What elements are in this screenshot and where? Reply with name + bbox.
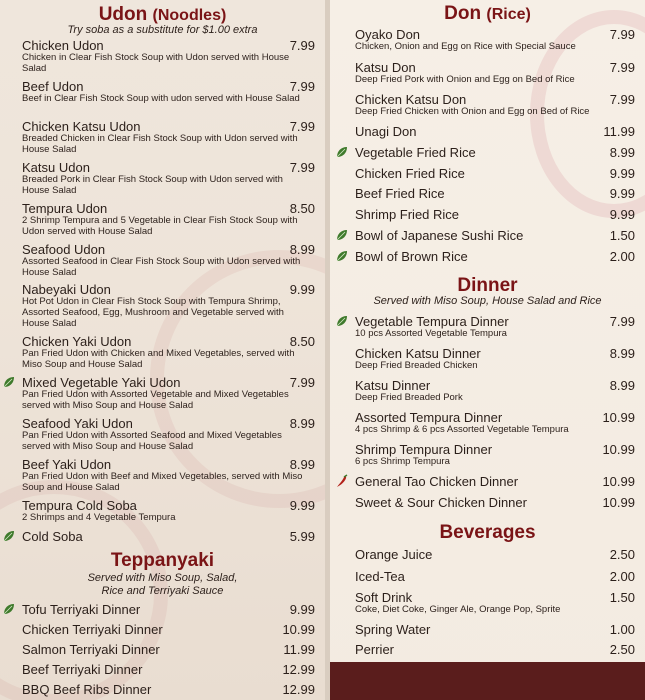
item-price: 2.00: [609, 249, 635, 264]
menu-item-row: [22, 334, 315, 349]
item-description: 10 pcs Assorted Vegetable Tempura: [355, 328, 507, 339]
menu-item: [355, 249, 635, 264]
item-name: Chicken Fried Rice: [355, 166, 465, 181]
menu-item-row: [355, 249, 635, 264]
item-name: Shrimp Fried Rice: [355, 207, 460, 222]
item-price: 2.50: [609, 642, 635, 657]
menu-item-row: [355, 547, 635, 562]
item-price: 7.99: [289, 160, 315, 175]
dinner-title: [330, 275, 645, 297]
menu-item-row: [22, 602, 315, 617]
menu-item: [22, 119, 315, 156]
menu-item-row: [355, 474, 635, 489]
item-price: 11.99: [603, 124, 635, 139]
item-price: 9.99: [609, 186, 635, 201]
item-description: Pan Fried Udon with Beef and Mixed Vegetables, served with Miso Soup and House Salad: [22, 471, 303, 493]
item-price: 12.99: [282, 682, 315, 697]
item-price: 8.50: [289, 201, 315, 216]
menu-item: [22, 529, 315, 544]
menu-item-row: [355, 378, 635, 393]
item-name: Mixed Vegetable Yaki Udon: [22, 375, 181, 390]
item-price: 7.99: [289, 375, 315, 390]
menu-item: [355, 228, 635, 243]
item-price: 1.00: [609, 622, 635, 637]
menu-item-row: [22, 119, 315, 134]
menu-item: [22, 160, 315, 197]
item-price: 8.99: [609, 378, 635, 393]
item-name: Perrier: [355, 642, 395, 657]
menu-item-row: [355, 410, 635, 425]
beverages-title: [330, 522, 645, 544]
chili-icon: [335, 474, 349, 488]
menu-item: [355, 378, 635, 404]
item-description: Breaded Chicken in Clear Fish Stock Soup with Udon served with House Salad: [22, 133, 298, 155]
leaf-icon: [336, 146, 348, 158]
item-price: 10.99: [602, 442, 635, 457]
item-name: Unagi Don: [355, 124, 417, 139]
item-name: Beef Terriyaki Dinner: [22, 662, 143, 677]
menu-item: [355, 442, 635, 468]
item-name: Tempura Udon: [22, 201, 108, 216]
item-name: Tofu Terriyaki Dinner: [22, 602, 141, 617]
item-name: Shrimp Tempura Dinner: [355, 442, 493, 457]
item-price: 9.99: [289, 602, 315, 617]
item-name: Salmon Terriyaki Dinner: [22, 642, 160, 657]
item-name: Seafood Yaki Udon: [22, 416, 133, 431]
leaf-icon: [336, 315, 348, 327]
menu-item-row: [355, 622, 635, 637]
menu-item: [355, 145, 635, 160]
item-price: 8.99: [609, 346, 635, 361]
don-title: [330, 3, 645, 26]
item-price: 11.99: [283, 642, 315, 657]
item-price: 2.00: [609, 569, 635, 584]
teppanyaki-note-line1: Served with Miso Soup, Salad,: [87, 572, 238, 584]
don-title-sub: (Rice): [486, 6, 531, 23]
item-price: 1.50: [609, 228, 635, 243]
item-price: 7.99: [609, 314, 635, 329]
menu-item-row: [355, 228, 635, 243]
menu-item-row: [22, 416, 315, 431]
leaf-icon: [336, 229, 348, 241]
menu-item-row: [355, 346, 635, 361]
menu-item: [355, 547, 635, 562]
item-price: 7.99: [289, 119, 315, 134]
menu-item-row: [355, 569, 635, 584]
item-name: Sweet & Sour Chicken Dinner: [355, 495, 527, 510]
item-price: 8.99: [289, 457, 315, 472]
item-description: 2 Shrimp Tempura and 5 Vegetable in Clear Fish Stock Soup with Udon served with House Salad: [22, 215, 298, 237]
menu-item-row: [355, 590, 635, 605]
menu-item: [22, 79, 315, 105]
menu-item-row: [355, 145, 635, 160]
item-price: 7.99: [609, 27, 635, 42]
menu-item: [355, 27, 635, 53]
item-name: Chicken Terriyaki Dinner: [22, 622, 163, 637]
teppanyaki-title: [0, 550, 325, 572]
item-description: Deep Fried Pork with Onion and Egg on Bed of Rice: [355, 74, 575, 85]
leaf-icon: [3, 530, 15, 542]
menu-item: [22, 201, 315, 238]
dinner-note: Served with Miso Soup, House Salad and Rice: [373, 295, 602, 307]
item-price: 9.99: [289, 498, 315, 513]
item-price: 8.99: [609, 145, 635, 160]
item-price: 8.99: [289, 416, 315, 431]
item-name: Katsu Dinner: [355, 378, 431, 393]
item-price: 9.99: [289, 282, 315, 297]
item-description: Deep Fried Chicken with Onion and Egg on Bed of Rice: [355, 106, 590, 117]
item-name: Nabeyaki Udon: [22, 282, 111, 297]
menu-item: [355, 622, 635, 637]
item-description: Deep Fried Breaded Pork: [355, 392, 463, 403]
item-name: Oyako Don: [355, 27, 421, 42]
menu-item: [355, 590, 635, 616]
menu-item-row: [355, 27, 635, 42]
menu-item-row: [355, 495, 635, 510]
right-column: [330, 0, 645, 700]
item-name: Cold Soba: [22, 529, 83, 544]
menu-item-row: [22, 642, 315, 657]
menu-item: [355, 642, 635, 657]
item-price: 2.50: [609, 547, 635, 562]
menu-item-row: [355, 186, 635, 201]
item-name: Chicken Udon: [22, 38, 104, 53]
menu-item: [355, 166, 635, 181]
dinner-title-text: Dinner: [457, 275, 518, 296]
menu-item: [22, 457, 315, 494]
item-price: 7.99: [609, 92, 635, 107]
item-price: 12.99: [282, 662, 315, 677]
menu-item: [355, 207, 635, 222]
menu-item-row: [22, 242, 315, 257]
item-name: General Tao Chicken Dinner: [355, 474, 519, 489]
menu-item-row: [22, 375, 315, 390]
menu-item-row: [22, 529, 315, 544]
item-description: Pan Fried Udon with Assorted Seafood and Mixed Vegetables served with Miso Soup and House Salad: [22, 430, 282, 452]
item-description: Breaded Pork in Clear Fish Stock Soup with Udon served with House Salad: [22, 174, 283, 196]
menu-item-row: [355, 166, 635, 181]
item-price: 7.99: [289, 79, 315, 94]
menu-item-row: [355, 642, 635, 657]
menu-item-row: [355, 314, 635, 329]
teppanyaki-note-line2: Rice and Terriyaki Sauce: [101, 585, 224, 597]
item-name: Beef Fried Rice: [355, 186, 445, 201]
item-price: 5.99: [289, 529, 315, 544]
item-price: 8.99: [289, 242, 315, 257]
menu-item: [22, 662, 315, 677]
menu-item-row: [22, 682, 315, 697]
menu-item-row: [355, 124, 635, 139]
item-description: Hot Pot Udon in Clear Fish Stock Soup with Tempura Shrimp, Assorted Seafood, Egg, Mushroom and Vegetable served with House Salad: [22, 296, 284, 329]
udon-title-text: Udon: [98, 4, 148, 25]
item-name: Bowl of Brown Rice: [355, 249, 468, 264]
item-price: 10.99: [602, 410, 635, 425]
menu-item-row: [22, 662, 315, 677]
leaf-icon: [3, 603, 15, 615]
menu-item: [22, 282, 315, 329]
item-description: Coke, Diet Coke, Ginger Ale, Orange Pop, Sprite: [355, 604, 561, 615]
item-name: Katsu Don: [355, 60, 416, 75]
don-title-text: Don: [444, 3, 482, 24]
item-name: Bowl of Japanese Sushi Rice: [355, 228, 524, 243]
beverages-title-text: Beverages: [439, 522, 536, 543]
item-price: 1.50: [609, 590, 635, 605]
item-name: Katsu Udon: [22, 160, 90, 175]
item-price: 8.50: [289, 334, 315, 349]
item-description: Assorted Seafood in Clear Fish Stock Soup with Udon served with House Salad: [22, 256, 301, 278]
menu-item: [22, 375, 315, 412]
item-price: 9.99: [609, 207, 635, 222]
menu-item-row: [355, 442, 635, 457]
menu-item: [22, 682, 315, 697]
item-name: Orange Juice: [355, 547, 433, 562]
menu-item-row: [355, 92, 635, 107]
udon-note: Try soba as a substitute for $1.00 extra: [67, 24, 258, 36]
menu-item-row: [22, 622, 315, 637]
item-description: Pan Fried Udon with Chicken and Mixed Vegetables, served with Miso Soup and House Salad: [22, 348, 295, 370]
item-name: Chicken Katsu Don: [355, 92, 467, 107]
menu-item-row: [22, 201, 315, 216]
item-price: 9.99: [609, 166, 635, 181]
menu-item-row: [22, 38, 315, 53]
item-name: Chicken Katsu Udon: [22, 119, 141, 134]
menu-item: [355, 569, 635, 584]
item-name: Vegetable Tempura Dinner: [355, 314, 509, 329]
item-name: Vegetable Fried Rice: [355, 145, 476, 160]
menu-item-row: [22, 457, 315, 472]
menu-item: [22, 622, 315, 637]
teppanyaki-title-text: Teppanyaki: [110, 550, 215, 571]
item-price: 7.99: [289, 38, 315, 53]
menu-item-row: [22, 498, 315, 513]
menu-item: [355, 60, 635, 86]
item-name: Beef Udon: [22, 79, 84, 94]
udon-title-sub: (Noodles): [152, 7, 227, 24]
item-name: Seafood Udon: [22, 242, 106, 257]
menu-item: [355, 495, 635, 510]
item-price: 10.99: [282, 622, 315, 637]
item-description: Chicken, Onion and Egg on Rice with Special Sauce: [355, 41, 576, 52]
item-price: 10.99: [602, 474, 635, 489]
item-name: Tempura Cold Soba: [22, 498, 137, 513]
menu-item-row: [22, 282, 315, 297]
item-description: 4 pcs Shrimp & 6 pcs Assorted Vegetable Tempura: [355, 424, 569, 435]
menu-item-row: [22, 79, 315, 94]
item-description: Pan Fried Udon with Assorted Vegetable and Mixed Vegetables served with Miso Soup and House Salad: [22, 389, 289, 411]
item-description: Deep Fried Breaded Chicken: [355, 360, 478, 371]
menu-item: [355, 410, 635, 436]
menu-item: [22, 416, 315, 453]
item-name: Chicken Yaki Udon: [22, 334, 132, 349]
item-description: 6 pcs Shrimp Tempura: [355, 456, 450, 467]
item-description: Chicken in Clear Fish Stock Soup with Udon served with House Salad: [22, 52, 290, 74]
menu-item-row: [355, 60, 635, 75]
menu-item: [355, 186, 635, 201]
menu-item: [22, 242, 315, 279]
item-description: 2 Shrimps and 4 Vegetable Tempura: [22, 512, 176, 523]
menu-item: [355, 92, 635, 118]
menu-item: [22, 498, 315, 524]
item-name: Spring Water: [355, 622, 431, 637]
menu-item-row: [22, 160, 315, 175]
item-name: Soft Drink: [355, 590, 413, 605]
leaf-icon: [3, 376, 15, 388]
item-description: Beef in Clear Fish Stock Soup with udon served with House Salad: [22, 93, 300, 104]
footer-band: [330, 662, 645, 700]
menu-item: [22, 642, 315, 657]
menu-item: [22, 38, 315, 75]
menu-item: [22, 334, 315, 371]
menu-item: [22, 602, 315, 617]
item-name: Iced-Tea: [355, 569, 405, 584]
item-name: Assorted Tempura Dinner: [355, 410, 503, 425]
item-name: BBQ Beef Ribs Dinner: [22, 682, 152, 697]
menu-item-row: [355, 207, 635, 222]
leaf-icon: [336, 250, 348, 262]
menu-item: [355, 346, 635, 372]
item-price: 7.99: [609, 60, 635, 75]
item-price: 10.99: [602, 495, 635, 510]
menu-item: [355, 314, 635, 340]
menu-item: [355, 124, 635, 139]
menu-item: [355, 474, 635, 489]
item-name: Beef Yaki Udon: [22, 457, 112, 472]
item-name: Chicken Katsu Dinner: [355, 346, 481, 361]
